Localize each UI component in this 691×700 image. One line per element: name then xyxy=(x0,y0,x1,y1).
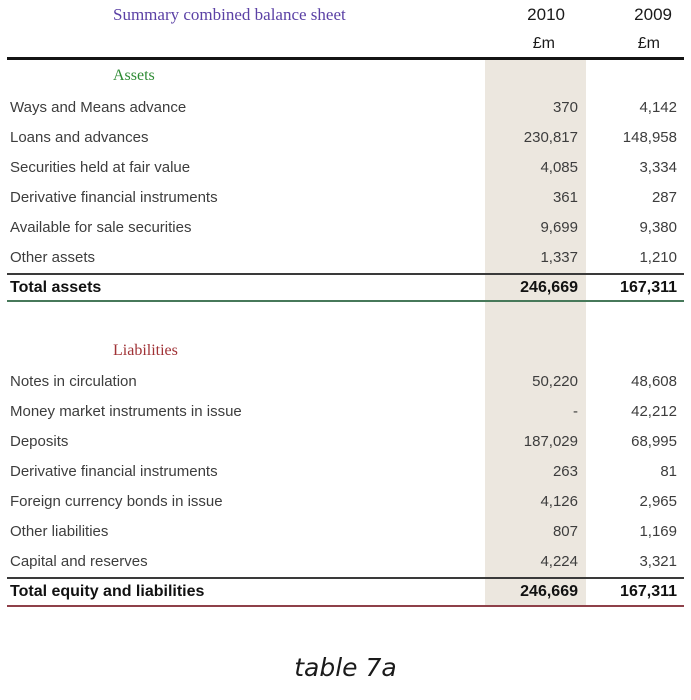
value-2010: 263 xyxy=(552,462,578,480)
value-2009: 81 xyxy=(660,462,677,480)
row-label: Other assets xyxy=(10,248,96,266)
value-2010: - xyxy=(573,402,578,420)
table-row xyxy=(0,426,691,456)
value-2010: 4,224 xyxy=(540,552,578,570)
unit-label-2009: £m xyxy=(637,34,660,52)
table-row xyxy=(0,122,691,152)
value-2009: 3,334 xyxy=(639,158,677,176)
total-value-2009: 167,311 xyxy=(620,278,677,296)
row-label: Derivative financial instruments xyxy=(10,188,218,206)
value-2009: 68,995 xyxy=(631,432,677,450)
table-row xyxy=(0,92,691,122)
table-row xyxy=(0,396,691,426)
row-label: Derivative financial instruments xyxy=(10,462,218,480)
table-row xyxy=(0,366,691,396)
total-value-2010: 246,669 xyxy=(520,278,578,296)
value-2009: 2,965 xyxy=(639,492,677,510)
row-label: Foreign currency bonds in issue xyxy=(10,492,223,510)
total-label: Total equity and liabilities xyxy=(10,583,205,600)
value-2009: 1,169 xyxy=(639,522,677,540)
value-2009: 287 xyxy=(651,188,677,206)
value-2009: 148,958 xyxy=(622,128,677,146)
table-row xyxy=(0,456,691,486)
value-2010: 361 xyxy=(552,188,578,206)
value-2010: 370 xyxy=(552,98,578,116)
value-2010: 807 xyxy=(552,522,578,540)
row-label: Loans and advances xyxy=(10,128,149,146)
column-header-2009: 2009 xyxy=(634,5,672,24)
value-2010: 9,699 xyxy=(540,218,578,236)
row-label: Deposits xyxy=(10,432,69,450)
row-label: Securities held at fair value xyxy=(10,158,191,176)
row-label: Ways and Means advance xyxy=(10,98,187,116)
total-value-2009: 167,311 xyxy=(620,583,677,600)
table-header-row xyxy=(0,0,691,30)
total-label: Total assets xyxy=(10,278,102,296)
value-2009: 9,380 xyxy=(639,218,677,236)
table-row xyxy=(0,212,691,242)
total-value-2010: 246,669 xyxy=(520,583,578,600)
table-row xyxy=(0,486,691,516)
value-2010: 1,337 xyxy=(540,248,578,266)
table-row xyxy=(0,516,691,546)
row-label: Capital and reserves xyxy=(10,552,148,570)
value-2010: 4,126 xyxy=(540,492,578,510)
row-label: Other liabilities xyxy=(10,522,109,540)
value-2010: 4,085 xyxy=(540,158,578,176)
row-label: Available for sale securities xyxy=(10,218,192,236)
value-2010: 50,220 xyxy=(532,372,578,390)
table-unit-row xyxy=(0,30,691,57)
section-header-assets: Assets xyxy=(113,67,155,84)
section-header-liabilities: Liabilities xyxy=(113,342,178,359)
total-assets-row xyxy=(0,275,691,300)
page-title: Summary combined balance sheet xyxy=(113,5,346,24)
value-2009: 1,210 xyxy=(639,248,677,266)
value-2009: 4,142 xyxy=(639,98,677,116)
table-row xyxy=(0,182,691,212)
total-liabilities-row xyxy=(0,579,691,605)
table-row xyxy=(0,242,691,272)
value-2010: 230,817 xyxy=(523,128,578,146)
value-2009: 3,321 xyxy=(639,552,677,570)
total-liabilities-bottom-rule xyxy=(7,605,684,607)
row-label: Money market instruments in issue xyxy=(10,402,242,420)
unit-label-2010: £m xyxy=(532,34,555,52)
row-label: Notes in circulation xyxy=(10,372,137,390)
table-row xyxy=(0,152,691,182)
table-row xyxy=(0,546,691,576)
value-2009: 48,608 xyxy=(631,372,677,390)
value-2009: 42,212 xyxy=(631,402,677,420)
value-2010: 187,029 xyxy=(523,432,578,450)
table-caption: table 7a xyxy=(294,653,397,682)
column-header-2010: 2010 xyxy=(527,5,565,24)
